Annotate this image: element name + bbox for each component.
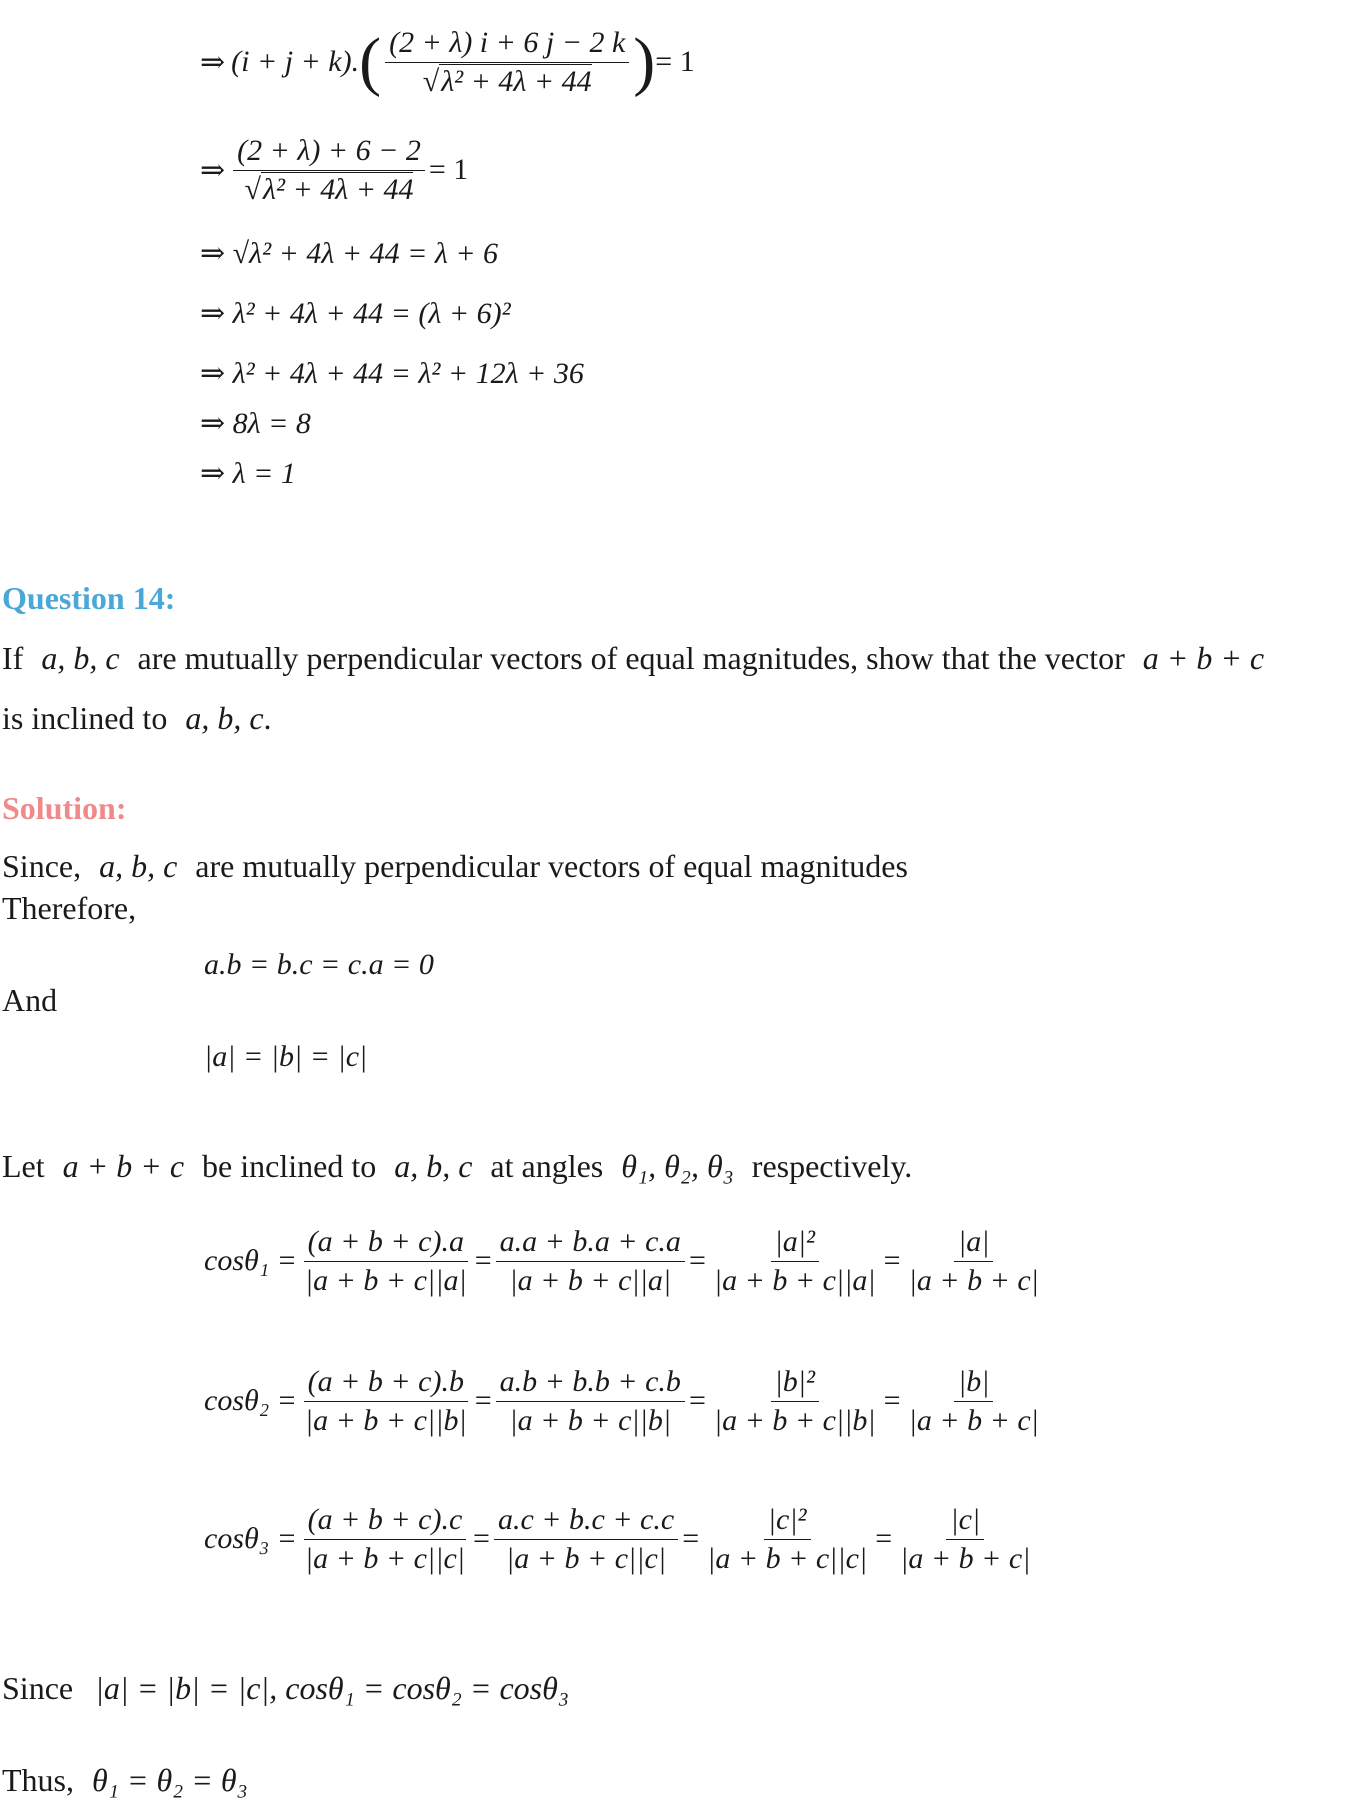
fraction-denominator: |a + b + c| [908, 1263, 1039, 1297]
magnitude-equation: |a| = |b| = |c| [204, 1040, 368, 1073]
fraction-3 [710, 1365, 880, 1438]
fraction-denominator: |a + b + c||b| [304, 1403, 467, 1437]
solution-text: Thus, [2, 1762, 74, 1798]
therefore-text: Therefore, [2, 890, 137, 926]
equals-sign: = [473, 1522, 490, 1555]
fraction-denominator: √λ² + 4λ + 44 [422, 64, 592, 98]
derivation-line-4 [200, 296, 511, 331]
question-heading: Question 14: [2, 580, 176, 616]
implies-symbol: ⇒ [200, 357, 226, 390]
solution-text: be inclined to [202, 1148, 377, 1184]
cos-lhs: cosθ₃ = [204, 1522, 297, 1555]
fraction-numerator: |a|² [771, 1225, 820, 1262]
equals-sign: = [883, 1384, 901, 1417]
fraction-numerator: |a| [954, 1225, 994, 1262]
equals-sign: = [875, 1522, 893, 1555]
solution-text: Since, [2, 848, 82, 884]
implies-symbol: ⇒ [200, 153, 226, 187]
equals-sign: = [474, 1384, 492, 1417]
equation-text: θ₁ = θ₂ = θ₃ [92, 1762, 248, 1798]
solution-text: respectively. [751, 1148, 913, 1184]
right-paren: ) [633, 25, 656, 98]
derivation-line-3: ⇒ √λ² + 4λ + 44 = λ + 6 [200, 237, 499, 270]
derivation-line-2 [200, 124, 468, 216]
fraction-4 [905, 1365, 1043, 1438]
fraction-denominator: |a + b + c| [900, 1541, 1031, 1575]
solution-text: Since [2, 1670, 74, 1706]
cos-row-3 [204, 1474, 1038, 1604]
vector-list: a, b, c [394, 1148, 473, 1184]
fraction-numerator: a.c + b.c + c.c [494, 1503, 678, 1540]
fraction-numerator: (a + b + c).b [304, 1365, 468, 1402]
fraction-denominator: |a + b + c||a| [509, 1263, 672, 1297]
fraction-2 [494, 1503, 678, 1576]
equation-text: 8λ = 8 [232, 407, 311, 440]
left-paren: ( [359, 25, 382, 98]
question-line-1 [2, 640, 1264, 677]
fraction-numerator: |b| [954, 1365, 994, 1402]
angle-list: θ₁, θ₂, θ₃ [621, 1148, 734, 1184]
equation-text: λ² + 4λ + 44 = (λ + 6)² [232, 297, 511, 330]
fraction-2 [496, 1365, 685, 1438]
solution-text: Let [2, 1148, 45, 1184]
equation-rhs: = 1 [428, 153, 469, 186]
fraction-denominator: |a + b + c||c| [304, 1541, 466, 1575]
fraction-2 [496, 1225, 685, 1298]
fraction-4 [905, 1225, 1043, 1298]
derivation-line-5 [200, 356, 584, 391]
equation-text: λ² + 4λ + 44 = λ + 6 [249, 237, 499, 270]
implies-symbol: ⇒ [200, 237, 226, 270]
cos-row-2 [204, 1336, 1047, 1466]
derivation-line-6 [200, 406, 311, 441]
cos-lhs: cosθ₁ = [204, 1244, 297, 1277]
equals-sign: = [682, 1522, 700, 1555]
fraction-1 [301, 1365, 471, 1438]
cos-row-1 [204, 1196, 1047, 1326]
equation-text: |a| = |b| = |c|, cosθ₁ = cosθ₂ = cosθ₃ [95, 1670, 569, 1706]
implies-symbol: ⇒ [200, 407, 226, 440]
question-line-2 [2, 700, 272, 737]
fraction-denominator: |a + b + c||a| [304, 1263, 467, 1297]
vector-sum: a + b + c [1142, 640, 1265, 676]
derivation-line-7 [200, 456, 296, 491]
derivation-line-1 [200, 12, 695, 112]
implies-symbol: ⇒ [200, 45, 226, 79]
fraction-numerator: (a + b + c).a [304, 1225, 468, 1262]
fraction [233, 134, 425, 207]
fraction-numerator: a.a + b.a + c.a [496, 1225, 685, 1262]
equals-sign: = [883, 1244, 901, 1277]
fraction-denominator: |a + b + c| [908, 1403, 1039, 1437]
fraction-denominator: |a + b + c||c| [707, 1541, 868, 1575]
since-conclusion-line [2, 1670, 569, 1707]
solution-text: at angles [490, 1148, 604, 1184]
fraction-numerator: |c|² [764, 1503, 811, 1540]
fraction-numerator: (a + b + c).c [304, 1503, 467, 1540]
unit-sum: (i + j + k). [231, 45, 360, 78]
equals-sign: = [688, 1384, 706, 1417]
equation-rhs: = 1 [655, 45, 695, 78]
vector-list: a, b, c [41, 640, 120, 676]
fraction-numerator: (2 + λ) i + 6 j − 2 k [385, 26, 629, 63]
fraction-denominator: |a + b + c||a| [713, 1263, 876, 1297]
fraction-1 [301, 1225, 471, 1298]
fraction-numerator: a.b + b.b + c.b [496, 1365, 685, 1402]
fraction-3 [703, 1503, 871, 1576]
fraction-4 [896, 1503, 1034, 1576]
fraction-denominator: |a + b + c||b| [509, 1403, 672, 1437]
equation-text: λ² + 4λ + 44 = λ² + 12λ + 36 [232, 357, 584, 390]
question-text: If [2, 640, 24, 676]
implies-symbol: ⇒ [200, 297, 226, 330]
solution-since-line [2, 848, 908, 885]
equals-sign: = [474, 1244, 492, 1277]
period: . [263, 700, 272, 736]
fraction [385, 26, 629, 99]
equation-text: λ = 1 [232, 457, 296, 490]
fraction-3 [710, 1225, 880, 1298]
fraction-numerator: |b|² [771, 1365, 820, 1402]
vector-list: a, b, c [99, 848, 178, 884]
question-text: is inclined to [2, 700, 168, 736]
equals-sign: = [688, 1244, 706, 1277]
fraction-1 [301, 1503, 469, 1576]
fraction-denominator: |a + b + c||c| [506, 1541, 667, 1575]
vector-sum: a + b + c [62, 1148, 185, 1184]
fraction-numerator: |c| [946, 1503, 984, 1540]
implies-symbol: ⇒ [200, 457, 226, 490]
and-text: And [2, 982, 58, 1018]
fraction-numerator: (2 + λ) + 6 − 2 [233, 134, 425, 171]
vector-list: a, b, c [185, 700, 264, 736]
dot-product-equation: a.b = b.c = c.a = 0 [204, 948, 434, 981]
fraction-denominator: √λ² + 4λ + 44 [244, 172, 414, 206]
solution-heading: Solution: [2, 790, 127, 826]
let-line [2, 1148, 912, 1185]
solution-text: are mutually perpendicular vectors of equal magnitudes [195, 848, 908, 884]
thus-line [2, 1762, 248, 1799]
sqrt-content: λ² + 4λ + 44 [263, 172, 414, 206]
sqrt-content: λ² + 4λ + 44 [441, 64, 592, 98]
fraction-denominator: |a + b + c||b| [713, 1403, 876, 1437]
cos-lhs: cosθ₂ = [204, 1384, 297, 1417]
question-text: are mutually perpendicular vectors of equal magnitudes, show that the vector [137, 640, 1125, 676]
